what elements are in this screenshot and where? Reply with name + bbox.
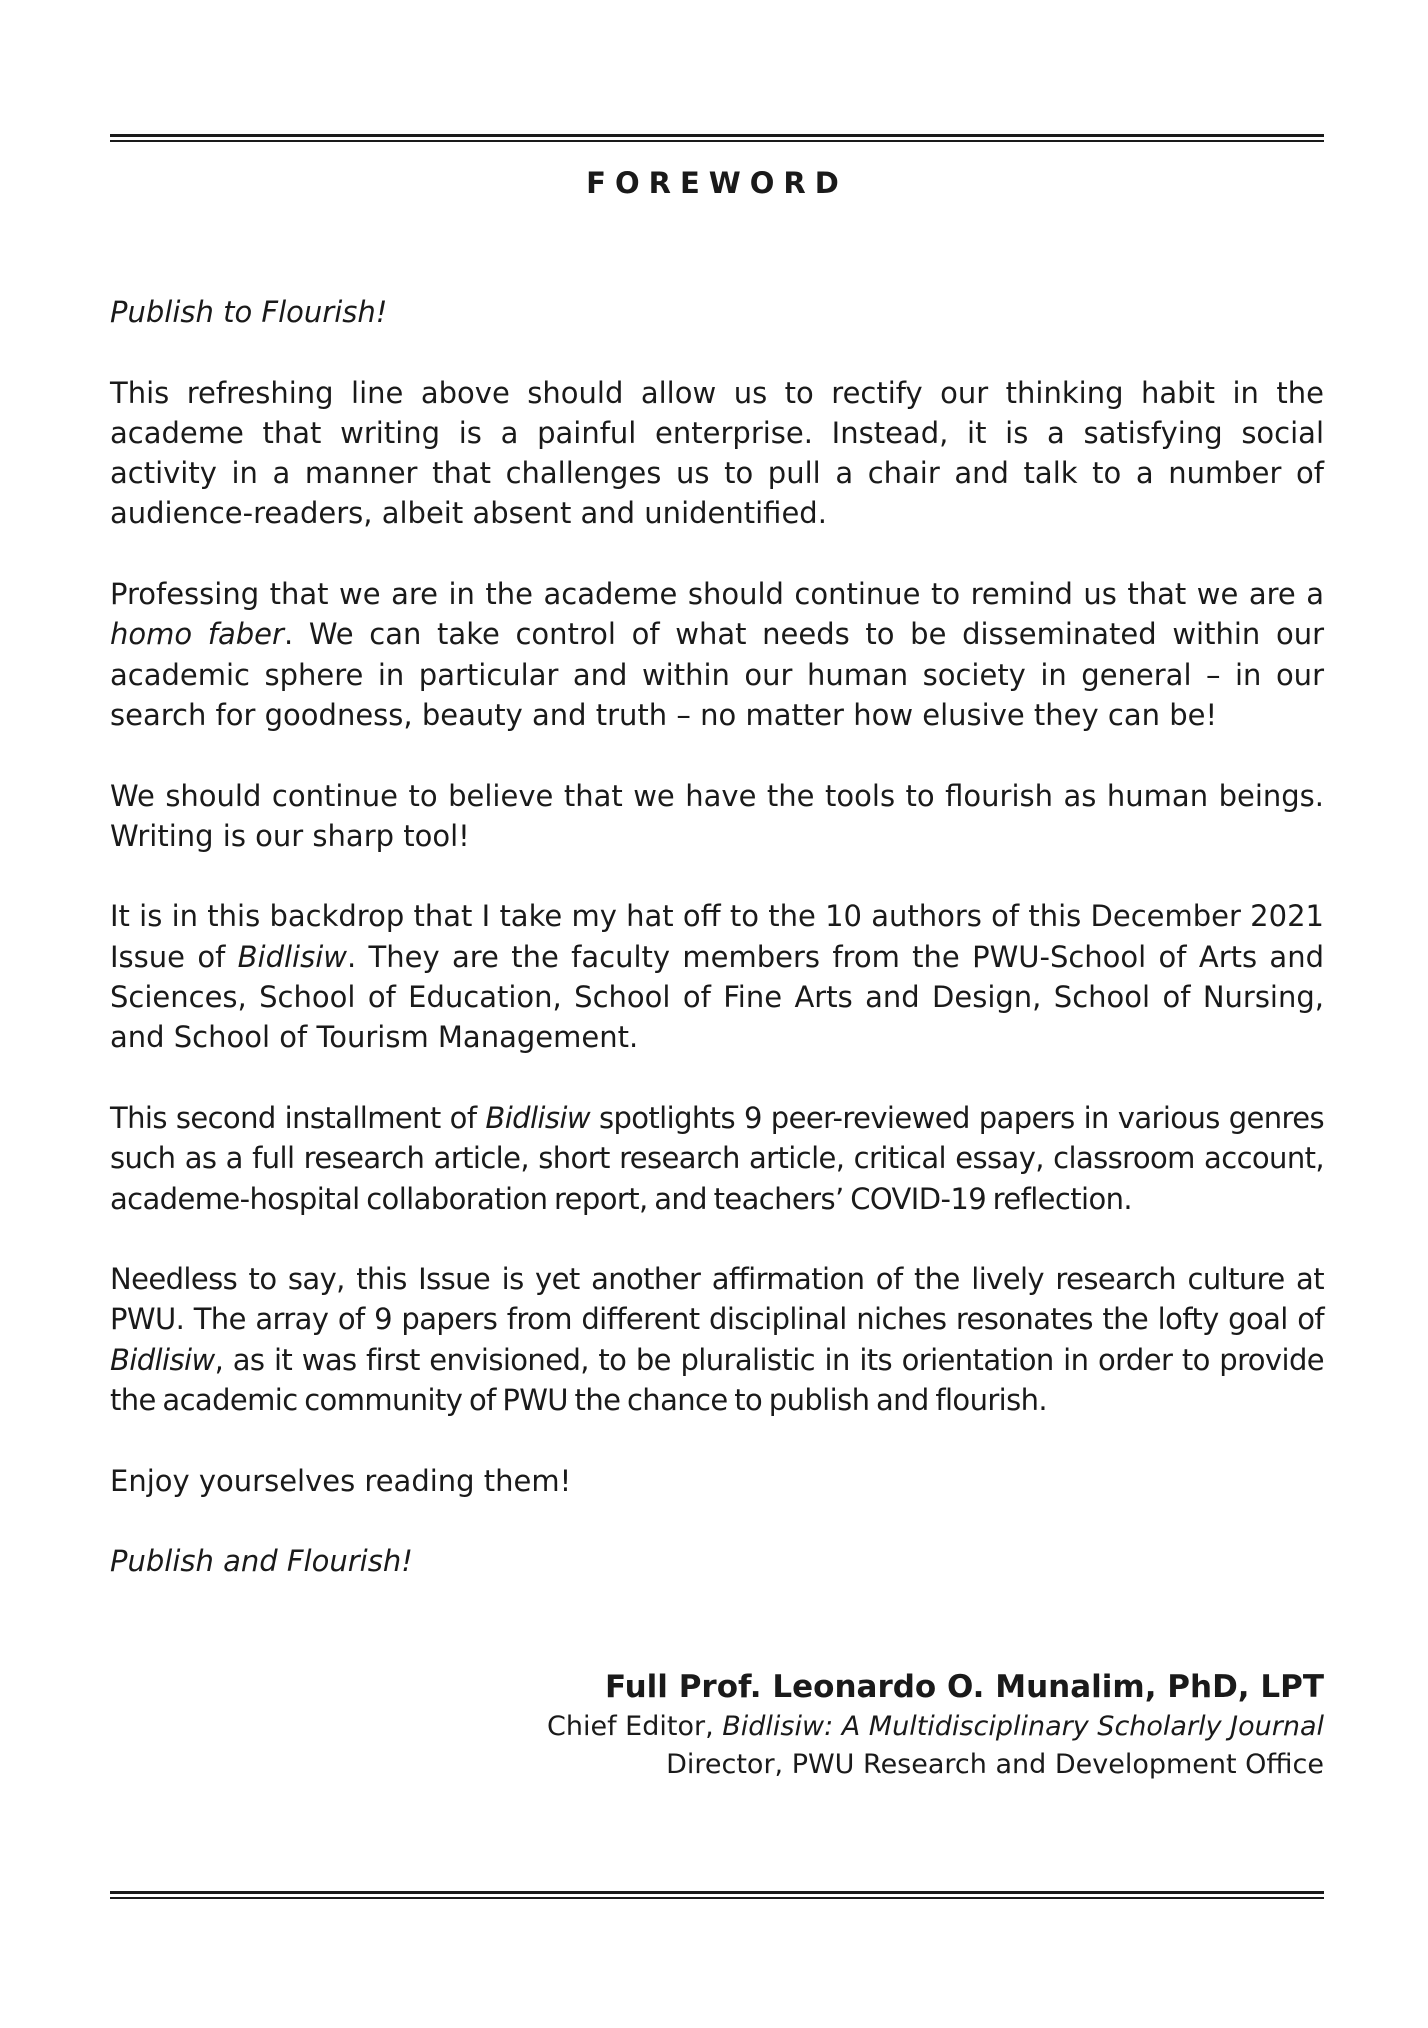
bottom-rule-thin-line bbox=[110, 1897, 1324, 1899]
bottom-rule-thick-line bbox=[110, 1891, 1324, 1894]
signatory-role-1-prefix: Chief Editor, bbox=[547, 1711, 723, 1742]
paragraph-4-text-after: . They are the faculty members from the PWU-School of Arts and Sciences, School of Education, School of Fine Arts and Design, School of Nursing, and School of Tourism Management. bbox=[110, 939, 1324, 1055]
paragraph-2-text-before: Professing that we are in the academe should continue to remind us that we are a bbox=[110, 577, 1324, 612]
top-rule-thin-line bbox=[110, 140, 1324, 142]
paragraph-6 bbox=[110, 1259, 1324, 1420]
paragraph-5-text-after: spotlights 9 peer-reviewed papers in various genres such as a full research article, short research article, critical essay, classroom account, academe-hospital collaboration report, and teachers’ COVID-19 reflection. bbox=[110, 1100, 1324, 1216]
closing-line: Publish and Flourish! bbox=[110, 1544, 413, 1579]
paragraph-4-emphasis: Bidlisiw bbox=[237, 939, 347, 974]
bottom-double-rule bbox=[110, 1891, 1324, 1899]
paragraph-6-text-after: , as it was first envisioned, to be pluralistic in its orientation in order to provide the academic community of PWU the chance to publish and flourish. bbox=[110, 1342, 1324, 1418]
paragraph-3: We should continue to believe that we have the tools to flourish as human beings. Writing is our sharp tool! bbox=[110, 778, 1324, 853]
paragraph-2-emphasis: homo faber bbox=[110, 617, 284, 652]
signature-block bbox=[424, 1666, 1324, 1784]
signatory-role-2: Director, PWU Research and Development Office bbox=[666, 1749, 1324, 1780]
paragraph-5-text-before: This second installment of bbox=[110, 1100, 486, 1135]
signatory-name: Full Prof. Leonardo O. Munalim, PhD, LPT bbox=[604, 1669, 1324, 1705]
journal-title: Bidlisiw: A Multidisciplinary Scholarly Journal bbox=[722, 1711, 1324, 1742]
paragraph-5 bbox=[110, 1098, 1324, 1219]
foreword-body bbox=[110, 292, 1324, 1622]
paragraph-2-text-after: . We can take control of what needs to be disseminated within our academic sphere in particular and within our human society in general – in our search for goodness, beauty and truth – no matter how elusive they can be! bbox=[110, 617, 1324, 732]
paragraph-4 bbox=[110, 896, 1324, 1057]
paragraph-2 bbox=[110, 574, 1324, 735]
top-double-rule bbox=[110, 134, 1324, 142]
page-heading: FOREWORD bbox=[586, 166, 848, 200]
signatory-role-1 bbox=[424, 1708, 1324, 1746]
paragraph-7: Enjoy yourselves reading them! bbox=[110, 1463, 572, 1498]
paragraph-1: This refreshing line above should allow us to rectify our thinking habit in the academe that writing is a painful enterprise. Instead, it is a satisfying social activity in a manner that challenges us to pull a chair and talk to a number of audience-readers, albeit absent and unidentified. bbox=[110, 375, 1324, 531]
paragraph-6-emphasis: Bidlisiw bbox=[110, 1342, 215, 1377]
paragraph-4-text-before: It is in this backdrop that I take my hat off to the 10 authors of this December 2021 Issue of bbox=[110, 899, 1324, 974]
paragraph-5-emphasis: Bidlisiw bbox=[485, 1100, 590, 1135]
opening-line: Publish to Flourish! bbox=[110, 295, 388, 329]
top-rule-thick-line bbox=[110, 134, 1324, 137]
paragraph-6-text-before: Needless to say, this Issue is yet another affirmation of the lively research culture at PWU. The array of 9 papers from different disciplinal niches resonates the lofty goal of bbox=[110, 1262, 1324, 1337]
